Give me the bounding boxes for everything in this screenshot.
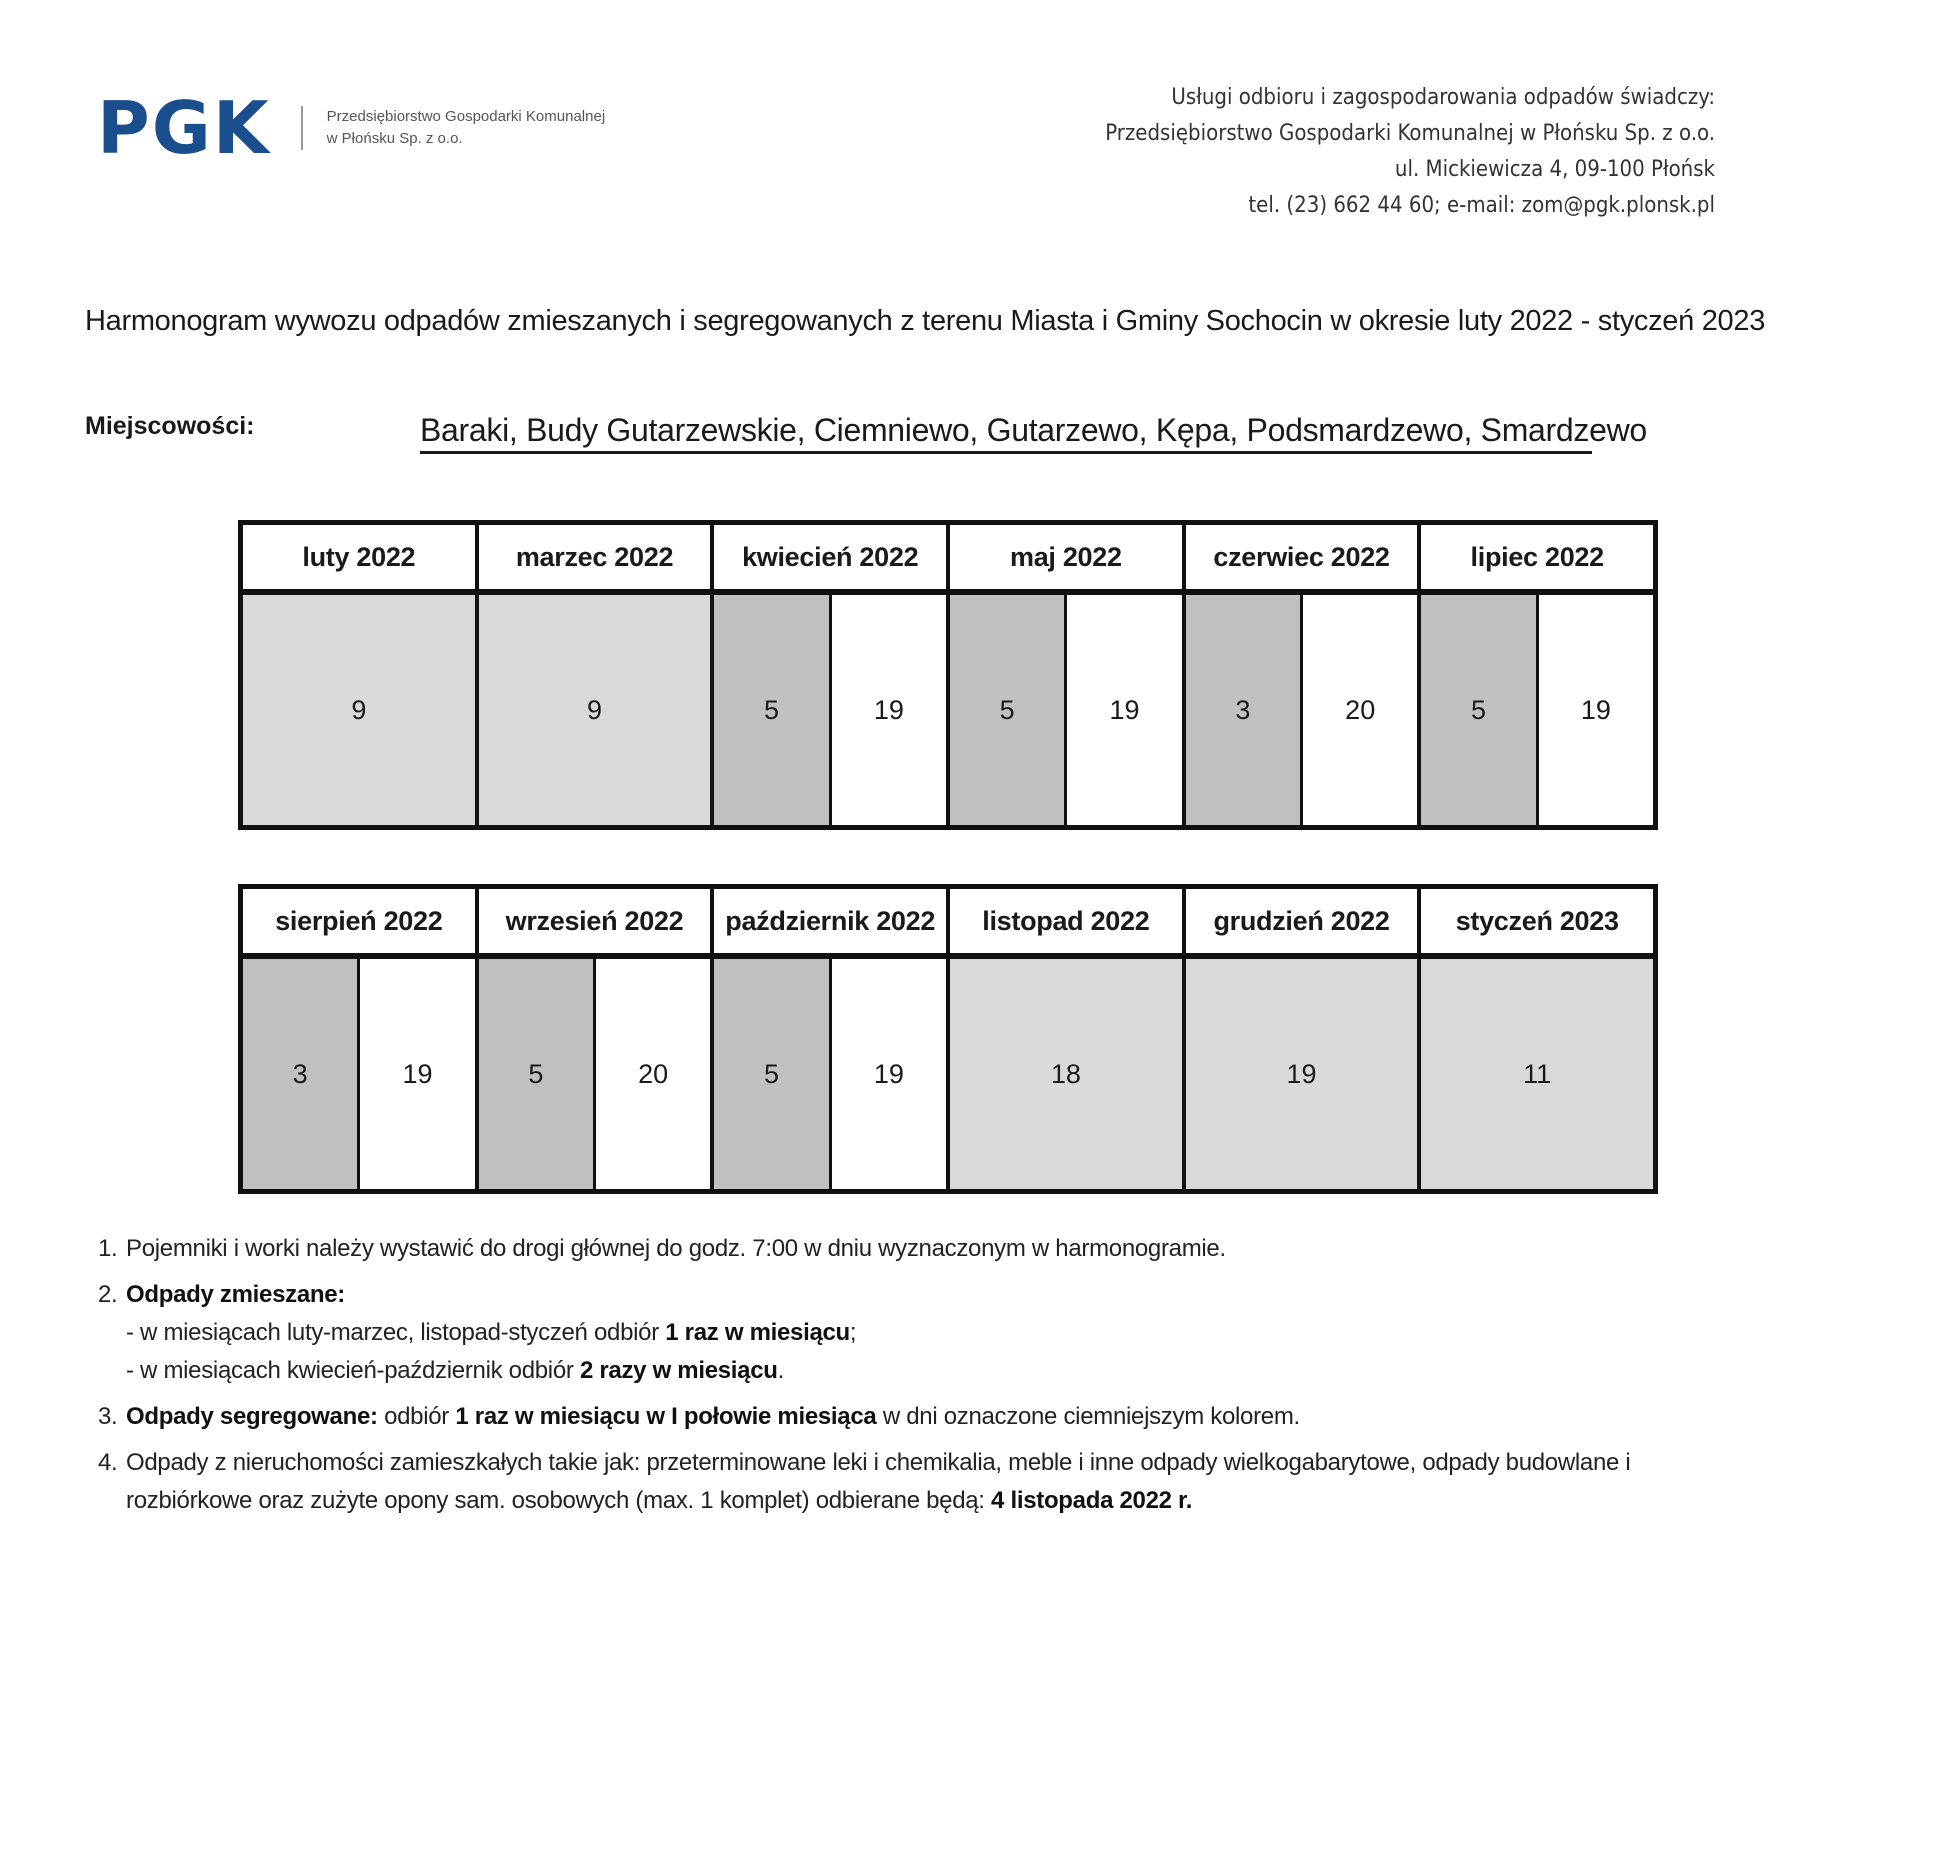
mixed-pickup-day: 19 [829, 595, 946, 825]
note-fragment: w dni oznaczone ciemniejszym kolorem. [876, 1403, 1300, 1430]
note-fragment: Odpady z nieruchomości zamieszkałych takie jak: przeterminowane leki i chemikalia, meble i inne odpady wielkogabarytowe, odpady budowlane i rozbiórkowe oraz zużyte opony sam. osobowych (max. 1 komplet) odbierane będą: [126, 1449, 1631, 1514]
month-header: czerwiec 2022 [1186, 525, 1418, 595]
segregated-pickup-day: 5 [479, 959, 593, 1189]
month-column [946, 889, 1182, 1189]
note-item [98, 1230, 1738, 1268]
company-logo [97, 88, 605, 168]
note-fragment: odbiór [377, 1403, 456, 1430]
note-emphasis: Odpady segregowane: [126, 1403, 378, 1430]
mixed-pickup-day: 11 [1421, 959, 1653, 1189]
month-header: październik 2022 [714, 889, 946, 959]
provider-line: Przedsiębiorstwo Gospodarki Komunalnej w Płońsku Sp. z o.o. [1105, 121, 1715, 146]
segregated-pickup-day: 3 [1186, 595, 1300, 825]
month-header: luty 2022 [243, 525, 475, 595]
mixed-pickup-day: 19 [1064, 595, 1181, 825]
localities-label: Miejscowości: [85, 412, 255, 440]
note-subline [126, 1352, 1738, 1390]
mixed-pickup-day: 19 [829, 959, 946, 1189]
note-text [126, 1444, 1738, 1520]
document-title: Harmonogram wywozu odpadów zmieszanych i segregowanych z terenu Miasta i Gminy Sochocin w okresie luty 2022 - styczeń 2023 [85, 305, 1766, 337]
month-column [475, 525, 711, 825]
month-days [243, 595, 475, 825]
month-column [1417, 889, 1653, 1189]
month-column [946, 525, 1182, 825]
note-fragment: - w miesiącach kwiecień-październik odbiór [126, 1357, 580, 1384]
segregated-pickup-day: 5 [1421, 595, 1535, 825]
note-emphasis: 2 razy w miesiącu [579, 1357, 778, 1384]
month-column [1182, 889, 1418, 1189]
month-days [1421, 595, 1653, 825]
month-days [714, 595, 946, 825]
note-item [98, 1444, 1738, 1520]
note-number: 3. [98, 1403, 118, 1430]
note-number: 1. [98, 1235, 118, 1262]
note-number: 4. [98, 1449, 118, 1476]
month-header: styczeń 2023 [1421, 889, 1653, 959]
month-days [479, 595, 711, 825]
month-days [243, 959, 475, 1189]
mixed-pickup-day: 19 [357, 959, 474, 1189]
month-days [1186, 595, 1418, 825]
schedule-table-row2 [238, 884, 1658, 1194]
month-column [710, 525, 946, 825]
provider-info [1105, 80, 1715, 224]
month-column [243, 889, 475, 1189]
segregated-pickup-day: 5 [950, 595, 1064, 825]
month-column [243, 525, 475, 825]
month-header: kwiecień 2022 [714, 525, 946, 595]
month-header: lipiec 2022 [1421, 525, 1653, 595]
note-emphasis: 1 raz w miesiącu [665, 1319, 850, 1346]
note-text: Pojemniki i worki należy wystawić do drogi głównej do godz. 7:00 w dniu wyznaczonym w harmonogramie. [126, 1235, 1226, 1262]
logo-subtitle-line: w Płońsku Sp. z o.o. [326, 130, 463, 147]
note-fragment: . [777, 1357, 785, 1384]
mixed-pickup-day: 19 [1186, 959, 1418, 1189]
mixed-pickup-day: 20 [593, 959, 710, 1189]
note-text [126, 1276, 1738, 1390]
note-subline [126, 1314, 1738, 1352]
schedule-table-row1 [238, 520, 1658, 830]
note-emphasis: 1 raz w miesiącu w I połowie miesiąca [455, 1403, 877, 1430]
month-column [710, 889, 946, 1189]
month-column [1417, 525, 1653, 825]
month-header: marzec 2022 [479, 525, 711, 595]
provider-contact: tel. (23) 662 44 60; e-mail: zom@pgk.plonsk.pl [1248, 193, 1715, 218]
localities-value: Baraki, Budy Gutarzewskie, Ciemniewo, Gutarzewo, Kępa, Podsmardzewo, Smardzewo [420, 412, 1592, 454]
segregated-pickup-day: 3 [243, 959, 357, 1189]
mixed-pickup-day: 18 [950, 959, 1182, 1189]
note-item [98, 1276, 1738, 1390]
note-item [98, 1398, 1738, 1436]
month-header: maj 2022 [950, 525, 1182, 595]
segregated-pickup-day: 5 [714, 595, 828, 825]
month-days [950, 595, 1182, 825]
note-heading: Odpady zmieszane: [126, 1281, 345, 1308]
segregated-pickup-day: 5 [714, 959, 828, 1189]
note-text [126, 1398, 1738, 1436]
logo-subtitle [327, 106, 605, 150]
note-fragment: ; [849, 1319, 857, 1346]
provider-line: ul. Mickiewicza 4, 09-100 Płońsk [1394, 157, 1715, 182]
note-emphasis: 4 listopada 2022 r. [991, 1487, 1193, 1514]
logo-subtitle-line: Przedsiębiorstwo Gospodarki Komunalnej [326, 108, 606, 125]
month-days [950, 959, 1182, 1189]
notes-list [98, 1230, 1738, 1528]
provider-line: Usługi odbioru i zagospodarowania odpadów świadczy: [1171, 85, 1715, 110]
month-header: wrzesień 2022 [479, 889, 711, 959]
month-column [475, 889, 711, 1189]
month-header: listopad 2022 [950, 889, 1182, 959]
month-days [479, 959, 711, 1189]
month-header: sierpień 2022 [243, 889, 475, 959]
month-days [1421, 959, 1653, 1189]
note-number: 2. [98, 1281, 118, 1308]
logo-text: PGK [97, 86, 271, 170]
mixed-pickup-day: 9 [479, 595, 711, 825]
note-fragment: - w miesiącach luty-marzec, listopad-styczeń odbiór [126, 1319, 666, 1346]
logo-divider [301, 106, 303, 150]
mixed-pickup-day: 20 [1300, 595, 1417, 825]
mixed-pickup-day: 9 [243, 595, 475, 825]
month-days [714, 959, 946, 1189]
mixed-pickup-day: 19 [1536, 595, 1653, 825]
month-column [1182, 525, 1418, 825]
month-header: grudzień 2022 [1186, 889, 1418, 959]
month-days [1186, 959, 1418, 1189]
